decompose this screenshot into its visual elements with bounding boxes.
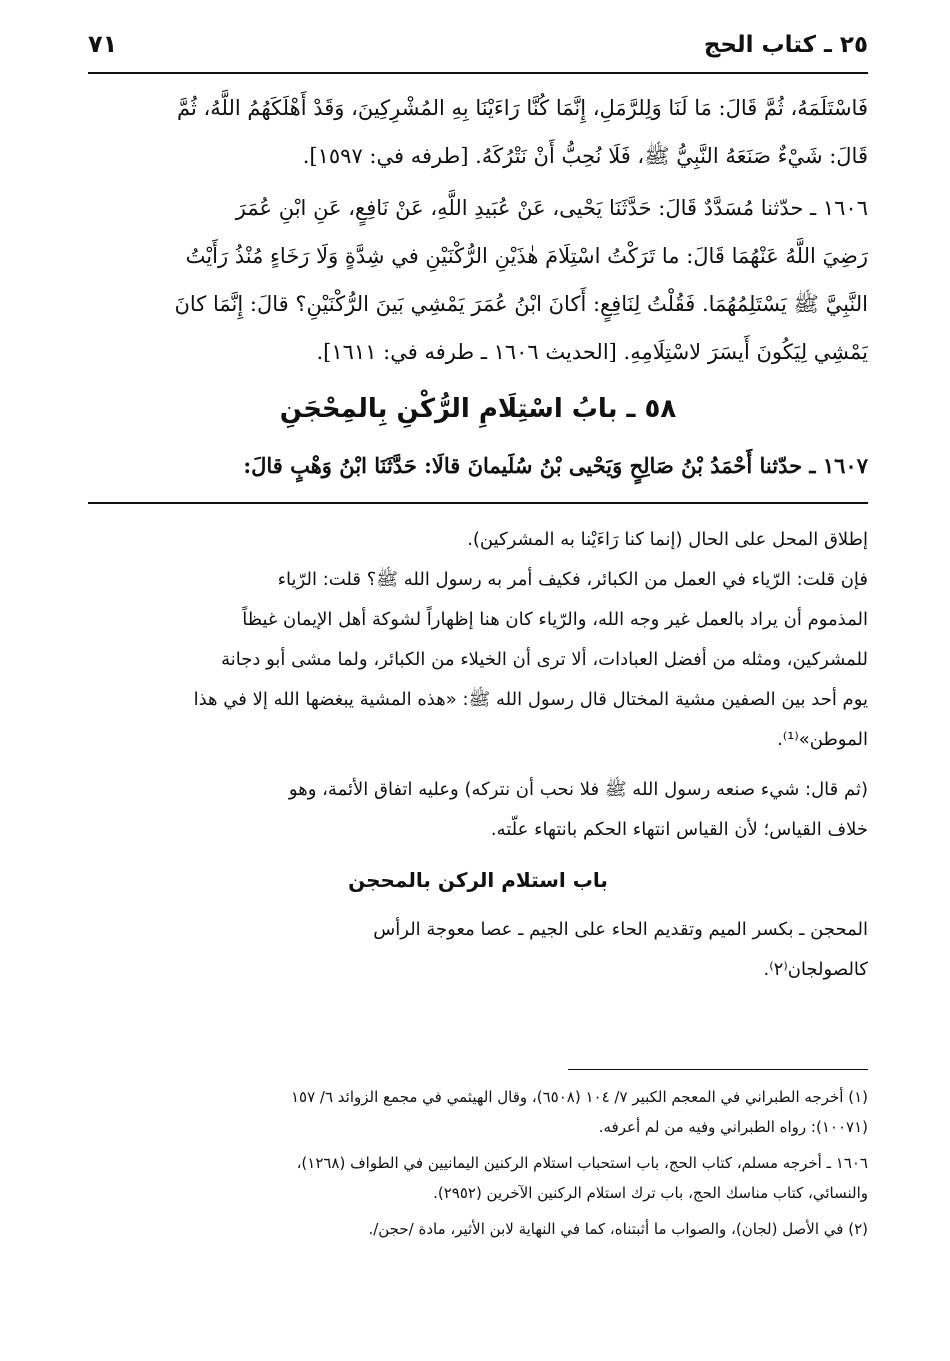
text-line: إطلاق المحل على الحال (إنما كنا رَاءَيْنا به المشركين). — [467, 529, 868, 550]
header-rule — [88, 72, 868, 74]
text-line: ١٦٠٧ ـ حدّثنا أَحْمَدُ بْنُ صَالِحٍ وَيَحْيى بْنُ سُلَيمانَ قالَا: حَدَّثَنَا ابْنُ وَهْبٍ قالَ: — [243, 453, 868, 478]
commentary-rule — [88, 502, 868, 504]
bab-title: ٥٨ ـ بابُ اسْتِلَامِ الرُّكْنِ بِالمِحْجَنِ — [279, 394, 677, 424]
chapter-title: ٢٥ ـ كتاب الحج — [703, 32, 868, 58]
text-line: المحجن ـ بكسر الميم وتقديم الحاء على الجيم ـ عصا معوجة الرأس — [373, 919, 868, 940]
text-line: النَّبِيَّ ﷺ يَسْتَلِمُهُمَا. فَقُلْتُ لِنَافِعٍ: أَكانَ ابْنُ عُمَرَ يَمْشِي بَينَ الرُّكْنَيْنِ؟ قالَ: إِنَّمَا كانَ — [174, 292, 868, 316]
commentary-section — [88, 770, 868, 850]
text-line: المذموم أن يراد بالعمل غير وجه الله، والرّياء كان هنا إظهاراً لشوكة أهل الإيمان غيظاً — [242, 609, 868, 630]
footnote-line: ١٦٠٦ ـ أخرجه مسلم، كتاب الحج، باب استحباب استلام الركنين اليمانيين في الطواف (١٢٦٨)، — [296, 1154, 868, 1172]
footnote-line: (٢) في الأصل (لجان)، والصواب ما أثبتناه، كما في النهاية لابن الأثير، مادة /حجن/. — [368, 1220, 868, 1238]
footnote-rule — [568, 1069, 868, 1070]
text-line: خلاف القياس؛ لأن القياس انتهاء الحكم بانتهاء علّته. — [490, 819, 868, 840]
page-number: ٧١ — [88, 30, 118, 58]
text-line: يَمْشِي لِيَكُونَ أَيسَرَ لاسْتِلَامِهِ. [الحديث ١٦٠٦ ـ طرفه في: ١٦١١]. — [316, 340, 868, 364]
commentary-section — [88, 910, 868, 990]
text-line: (ثم قال: شيء صنعه رسول الله ﷺ فلا نحب أن نتركه) وعليه اتفاق الأئمة، وهو — [288, 779, 868, 800]
text-line: الموطن»⁽¹⁾. — [776, 729, 868, 750]
commentary-section — [88, 520, 868, 760]
text-line: رَضِيَ اللَّهُ عَنْهُمَا قَالَ: ما تَرَكْتُ اسْتِلَامَ هٰذَيْنِ الرُّكْنَيْنِ في شِدَّةٍ وَلَا رَخَاءٍ مُنْذُ رَأَيْتُ — [185, 244, 868, 268]
footnote-line: (١٠٠٧١): رواه الطبراني وفيه من لم أعرفه. — [598, 1118, 868, 1136]
hadith-1607 — [88, 442, 868, 490]
footnote-line: (١) أخرجه الطبراني في المعجم الكبير ٧/ ١٠٤ (٦٥٠٨)، وقال الهيثمي في مجمع الزوائد ٦/ ١٥٧ — [290, 1088, 868, 1106]
text-line: كالصولجان⁽٢⁾. — [763, 959, 868, 980]
footnote-line: والنسائي، كتاب مناسك الحج، باب ترك استلام الركنين الآخرين (٢٩٥٢). — [433, 1184, 868, 1202]
hadith-1606 — [88, 184, 868, 376]
running-header — [88, 22, 868, 72]
text-line: فَاسْتَلَمَهُ، ثُمَّ قَالَ: مَا لَنَا وَلِلرَّمَلِ، إِنَّمَا كُنَّا رَاءَيْنَا بِهِ المُشْرِكِينَ، وَقَدْ أَهْلَكَهُمُ اللَّهُ، ثُمَّ — [177, 96, 868, 120]
text-line: فإن قلت: الرّياء في العمل من الكبائر، فكيف أمر به رسول الله ﷺ؟ قلت: الرّياء — [277, 569, 868, 590]
hadith-continuation — [88, 84, 868, 180]
footnotes — [88, 1082, 868, 1244]
text-line: يوم أحد بين الصفين مشية المختال قال رسول الله ﷺ: «هذه المشية يبغضها الله إلا في هذا — [193, 689, 868, 710]
text-line: ١٦٠٦ ـ حدّثنا مُسَدَّدٌ قَالَ: حَدَّثَنَا يَحْيى، عَنْ عُبَيدِ اللَّهِ، عَنْ نَافِعٍ، عَنِ ابْنِ عُمَرَ — [235, 196, 868, 220]
text-line: للمشركين، ومثله من أفضل العبادات، ألا ترى أن الخيلاء من الكبائر، ولما مشى أبو دجانة — [221, 649, 868, 670]
commentary-subheading: باب استلام الركن بالمحجن — [348, 868, 608, 892]
text-line: قَالَ: شَيْءٌ صَنَعَهُ النَّبِيُّ ﷺ، فَلَا نُحِبُّ أَنْ نَتْرُكَهُ. [طرفه في: ١٥٩٧]. — [302, 144, 868, 168]
